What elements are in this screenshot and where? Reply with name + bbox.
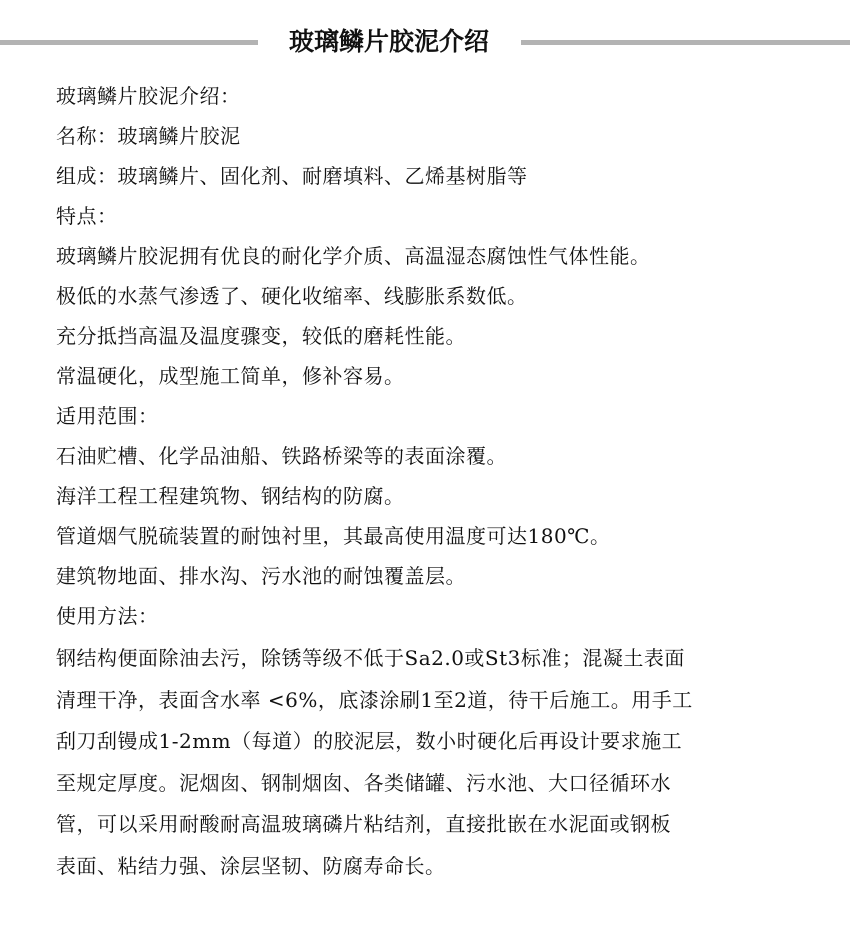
feature-item: 极低的水蒸气渗透了、硬化收缩率、线膨胀系数低。 bbox=[56, 284, 528, 308]
header-rule-left bbox=[0, 40, 258, 45]
usage-heading: 使用方法： bbox=[56, 604, 159, 628]
composition-line: 组成：玻璃鳞片、固化剂、耐磨填料、乙烯基树脂等 bbox=[56, 164, 528, 188]
page-title: 玻璃鳞片胶泥介绍 bbox=[288, 27, 489, 56]
applications-heading: 适用范围： bbox=[56, 404, 159, 428]
header-rule-right bbox=[521, 40, 850, 45]
usage-paragraph-line: 钢结构便面除油去污，除锈等级不低于Sa2.0或St3标准；混凝土表面 bbox=[56, 646, 685, 670]
application-item: 石油贮槽、化学品油船、铁路桥梁等的表面涂覆。 bbox=[56, 444, 507, 468]
name-line: 名称：玻璃鳞片胶泥 bbox=[56, 124, 241, 148]
application-item: 管道烟气脱硫装置的耐蚀衬里，其最高使用温度可达180℃。 bbox=[56, 524, 611, 548]
usage-paragraph-line: 管，可以采用耐酸耐高温玻璃磷片粘结剂，直接批嵌在水泥面或钢板 bbox=[56, 812, 671, 836]
feature-item: 玻璃鳞片胶泥拥有优良的耐化学介质、高温湿态腐蚀性气体性能。 bbox=[56, 244, 651, 268]
usage-paragraph-line: 刮刀刮镘成1-2mm（每道）的胶泥层，数小时硬化后再设计要求施工 bbox=[56, 729, 683, 753]
usage-paragraph-line: 清理干净，表面含水率 <6%，底漆涂刷1至2道，待干后施工。用手工 bbox=[56, 687, 693, 712]
section-header bbox=[0, 22, 850, 62]
application-item: 海洋工程工程建筑物、钢结构的防腐。 bbox=[56, 484, 405, 508]
usage-paragraph-line: 表面、粘结力强、涂层坚韧、防腐寿命长。 bbox=[56, 853, 446, 878]
document-body bbox=[56, 76, 816, 887]
features-heading: 特点： bbox=[56, 204, 118, 228]
application-item: 建筑物地面、排水沟、污水池的耐蚀覆盖层。 bbox=[56, 564, 466, 588]
usage-paragraph bbox=[56, 638, 816, 887]
feature-item: 充分抵挡高温及温度骤变，较低的磨耗性能。 bbox=[56, 324, 466, 348]
usage-paragraph-line: 至规定厚度。泥烟囱、钢制烟囱、各类储罐、污水池、大口径循环水 bbox=[56, 770, 671, 795]
feature-item: 常温硬化，成型施工简单，修补容易。 bbox=[56, 364, 405, 388]
intro-heading: 玻璃鳞片胶泥介绍： bbox=[56, 84, 241, 108]
